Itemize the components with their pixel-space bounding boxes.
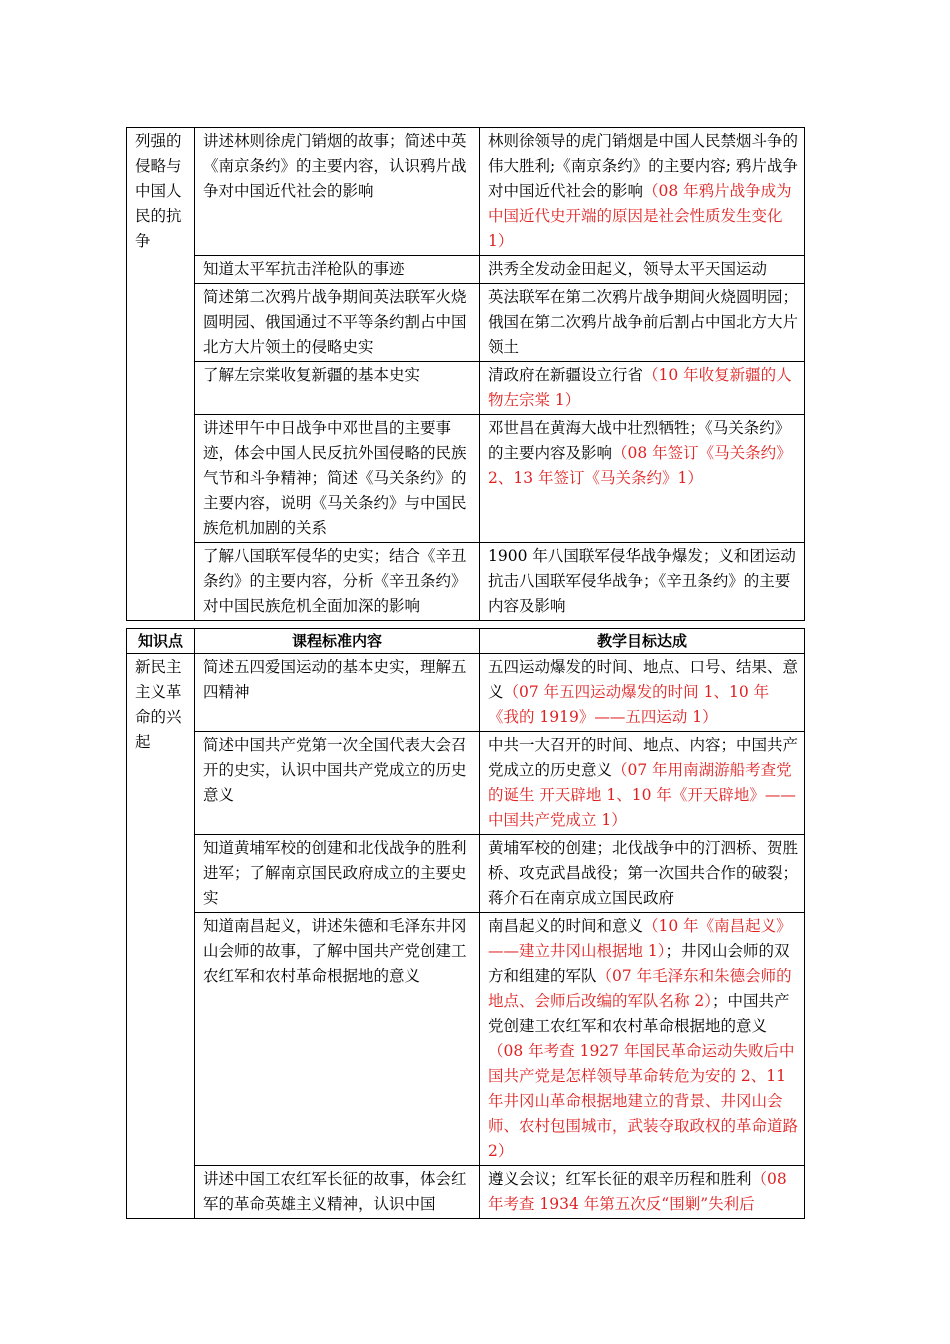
goal-cell: 林则徐领导的虎门销烟是中国人民禁烟斗争的伟大胜利;《南京条约》的主要内容; 鸦片战争对中国近代社会的影响（08 年鸦片战争成为中国近代史开端的原因是社会性质发生变化 1） (480, 128, 805, 256)
header-row (127, 629, 805, 654)
exam-note: （10 年收复新疆的人物左宗棠 1） (488, 366, 792, 409)
goal-cell: 洪秀全发动金田起义，领导太平天国运动 (480, 256, 805, 284)
exam-note: （08 年鸦片战争成为中国近代史开端的原因是社会性质发生变化 1） (488, 182, 792, 250)
table-row (127, 256, 805, 284)
exam-note: （10 年《南昌起义》——建立井冈山根据地 1） (488, 917, 792, 960)
table-row (127, 654, 805, 732)
goal-cell: 邓世昌在黄海大战中壮烈牺牲；《马关条约》的主要内容及影响（08 年签订《马关条约》2、13 年签订《马关条约》1） (480, 415, 805, 543)
standard-cell: 讲述中国工农红军长征的故事，体会红军的革命英雄主义精神，认识中国 (195, 1166, 480, 1219)
table-row (127, 1166, 805, 1219)
standard-cell: 简述中国共产党第一次全国代表大会召开的史实，认识中国共产党成立的历史意义 (195, 732, 480, 835)
exam-note: （07 年五四运动爆发的时间 1、10 年《我的 1919》——五四运动 1） (488, 683, 770, 726)
standard-cell: 简述五四爱国运动的基本史实，理解五四精神 (195, 654, 480, 732)
category-cell: 新民主主义革命的兴起 (127, 654, 195, 1219)
exam-note: （07 年用南湖游船考查党的诞生 开天辟地 1、10 年《开天辟地》——中国共产党成立 1） (488, 761, 796, 829)
exam-note: （08 年考查 1927 年国民革命运动失败后中国共产党是怎样领导革命转危为安的 2、11 年井冈山革命根据地建立的背景、井冈山会师、农村包围城市，武装夺取政权的革命道路 2） (488, 1042, 799, 1160)
header-knowledge-point: 知识点 (127, 629, 195, 654)
history-table-part-1 (126, 127, 805, 621)
standard-cell: 了解左宗棠收复新疆的基本史实 (195, 362, 480, 415)
header-curriculum-standard: 课程标准内容 (195, 629, 480, 654)
table-row (127, 284, 805, 362)
standard-cell: 简述第二次鸦片战争期间英法联军火烧圆明园、俄国通过不平等条约割占中国北方大片领土的侵略史实 (195, 284, 480, 362)
goal-cell: 遵义会议；红军长征的艰辛历程和胜利（08 年考查 1934 年第五次反“围剿”失利后 (480, 1166, 805, 1219)
table-row (127, 415, 805, 543)
exam-note: （07 年毛泽东和朱德会师的地点、会师后改编的军队名称 2） (488, 967, 792, 1010)
table-row (127, 732, 805, 835)
table-row (127, 913, 805, 1166)
header-teaching-goal: 教学目标达成 (480, 629, 805, 654)
standard-cell: 知道黄埔军校的创建和北伐战争的胜利进军；了解南京国民政府成立的主要史实 (195, 835, 480, 913)
goal-cell: 五四运动爆发的时间、地点、口号、结果、意义（07 年五四运动爆发的时间 1、10 年《我的 1919》——五四运动 1） (480, 654, 805, 732)
exam-note: （08 年考查 1934 年第五次反“围剿”失利后 (488, 1170, 787, 1213)
exam-note: （08 年签订《马关条约》2、13 年签订《马关条约》1） (488, 444, 792, 487)
goal-cell: 黄埔军校的创建；北伐战争中的汀泗桥、贺胜桥、攻克武昌战役；第一次国共合作的破裂；蒋介石在南京成立国民政府 (480, 835, 805, 913)
history-table-part-2 (126, 628, 805, 1219)
standard-cell: 知道太平军抗击洋枪队的事迹 (195, 256, 480, 284)
goal-cell: 中共一大召开的时间、地点、内容；中国共产党成立的历史意义（07 年用南湖游船考查党的诞生 开天辟地 1、10 年《开天辟地》——中国共产党成立 1） (480, 732, 805, 835)
table-row (127, 543, 805, 621)
goal-cell: 南昌起义的时间和意义（10 年《南昌起义》——建立井冈山根据地 1）；井冈山会师的双方和组建的军队（07 年毛泽东和朱德会师的地点、会师后改编的军队名称 2）；中国共产党创建工农红军和农村革命根据地的意义（08 年考查 1927 年国民革命运动失败后中国共产党是怎样领导革命转危为安的 2、11 年井冈山革命根据地建立的背景、井冈山会师、农村包围城市，武装夺取政权的革命道路 2） (480, 913, 805, 1166)
standard-cell: 讲述林则徐虎门销烟的故事；简述中英《南京条约》的主要内容，认识鸦片战争对中国近代社会的影响 (195, 128, 480, 256)
goal-cell: 清政府在新疆设立行省（10 年收复新疆的人物左宗棠 1） (480, 362, 805, 415)
goal-cell: 英法联军在第二次鸦片战争期间火烧圆明园；俄国在第二次鸦片战争前后割占中国北方大片领土 (480, 284, 805, 362)
standard-cell: 知道南昌起义，讲述朱德和毛泽东井冈山会师的故事，了解中国共产党创建工农红军和农村革命根据地的意义 (195, 913, 480, 1166)
table-row (127, 835, 805, 913)
table-row (127, 362, 805, 415)
goal-cell: 1900 年八国联军侵华战争爆发；义和团运动抗击八国联军侵华战争；《辛丑条约》的主要内容及影响 (480, 543, 805, 621)
standard-cell: 讲述甲午中日战争中邓世昌的主要事迹，体会中国人民反抗外国侵略的民族气节和斗争精神；简述《马关条约》的主要内容，说明《马关条约》与中国民族危机加剧的关系 (195, 415, 480, 543)
table-row (127, 128, 805, 256)
category-cell: 列强的侵略与中国人民的抗争 (127, 128, 195, 621)
standard-cell: 了解八国联军侵华的史实；结合《辛丑条约》的主要内容，分析《辛丑条约》对中国民族危机全面加深的影响 (195, 543, 480, 621)
